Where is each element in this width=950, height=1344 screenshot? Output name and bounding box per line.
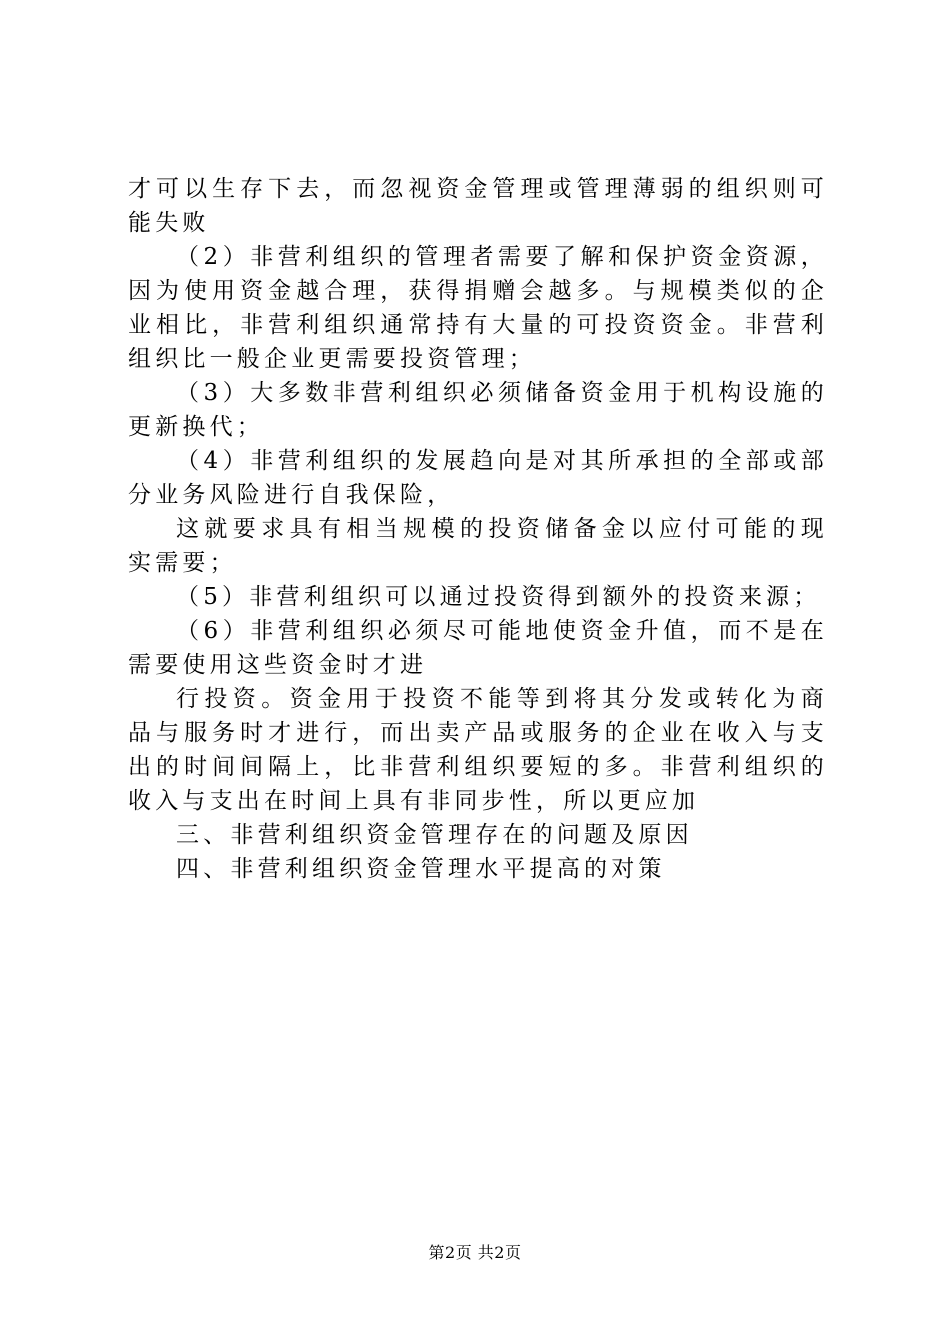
page-footer: 第2页 共2页 bbox=[428, 1243, 522, 1262]
paragraph-item-4: （4）非营利组织的发展趋向是对其所承担的全部或部分业务风险进行自我保险， bbox=[128, 448, 828, 508]
section-heading-4: 四、非营利组织资金管理水平提高的对策 bbox=[176, 856, 666, 882]
document-body bbox=[128, 172, 828, 886]
paragraph-continuation: 才可以生存下去，而忽视资金管理或管理薄弱的组织则可能失败 bbox=[128, 176, 828, 236]
paragraph-item-3: （3）大多数非营利组织必须储备资金用于机构设施的更新换代； bbox=[128, 380, 828, 440]
paragraph-item-4-continued: 这就要求具有相当规模的投资储备金以应付可能的现实需要； bbox=[128, 516, 828, 576]
paragraph-item-6-continued: 行投资。资金用于投资不能等到将其分发或转化为商品与服务时才进行，而出卖产品或服务的企业在收入与支出的时间间隔上，比非营利组织要短的多。非营利组织的收入与支出在时间上具有非同步性，所以更应加 bbox=[128, 686, 828, 814]
section-heading-3: 三、非营利组织资金管理存在的问题及原因 bbox=[176, 822, 693, 848]
paragraph-item-5: （5）非营利组织可以通过投资得到额外的投资来源； bbox=[176, 584, 821, 610]
paragraph-item-2: （2）非营利组织的管理者需要了解和保护资金资源，因为使用资金越合理，获得捐赠会越多。与规模类似的企业相比，非营利组织通常持有大量的可投资资金。非营利组织比一般企业更需要投资管理； bbox=[128, 244, 828, 372]
paragraph-item-6: （6）非营利组织必须尽可能地使资金升值，而不是在需要使用这些资金时才进 bbox=[128, 618, 828, 678]
